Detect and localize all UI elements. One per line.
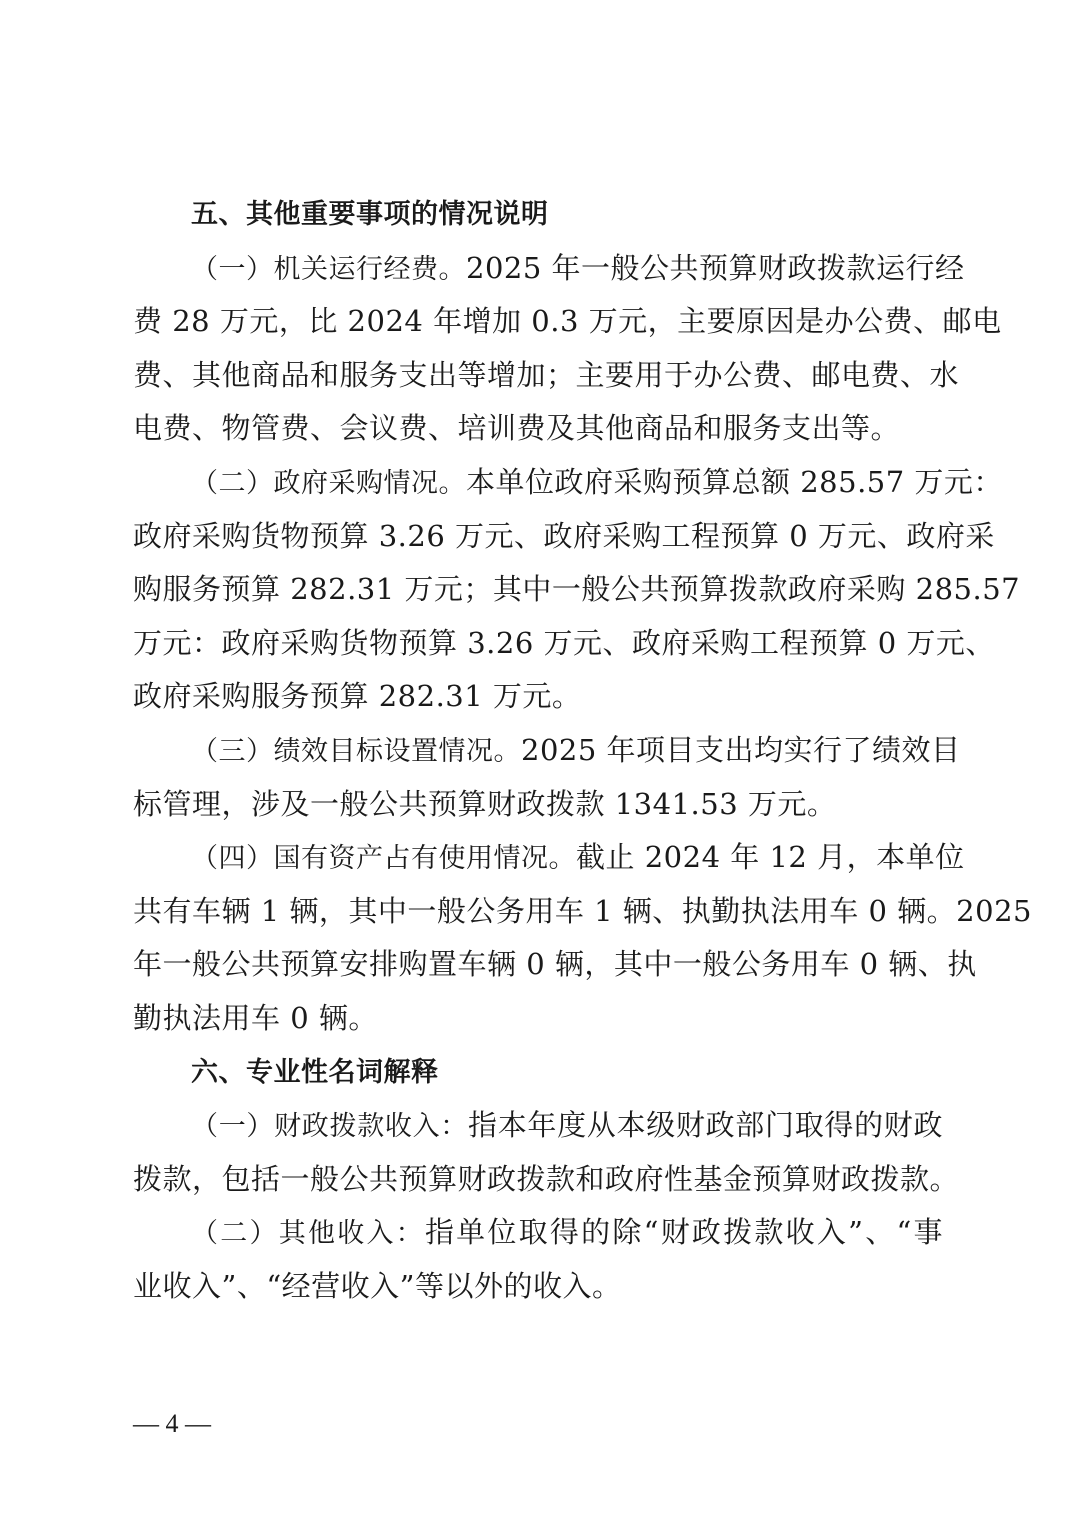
paragraph-other-income-line-2: 业收入”、“经营收入”等以外的收入。 xyxy=(133,1268,622,1303)
section-heading-6: 六、专业性名词解释 xyxy=(191,1056,439,1088)
paragraph-label: （二）其他收入： xyxy=(191,1218,425,1250)
paragraph-other-income-line-1 xyxy=(133,1206,943,1260)
paragraph-procurement-line-5: 政府采购服务预算 282.31 万元。 xyxy=(133,679,582,714)
paragraph-procurement-line-4: 万元：政府采购货物预算 3.26 万元、政府采购工程预算 0 万元、 xyxy=(133,625,995,660)
paragraph-assets-line-3: 年一般公共预算安排购置车辆 0 辆，其中一般公务用车 0 辆、执 xyxy=(133,947,977,982)
paragraph-assets-line-2: 共有车辆 1 辆，其中一般公务用车 1 辆、执勤执法用车 0 辆。2025 xyxy=(133,893,1032,928)
paragraph-procurement-line-2: 政府采购货物预算 3.26 万元、政府采购工程预算 0 万元、政府采 xyxy=(133,518,995,553)
page-body xyxy=(133,188,1032,1313)
paragraph-text: 截止 2024 年 12 月，本单位 xyxy=(576,840,965,875)
paragraph-assets-line-4: 勤执法用车 0 辆。 xyxy=(133,1000,378,1035)
paragraph-label: （一）财政拨款收入： xyxy=(191,1111,468,1143)
section-heading-5: 五、其他重要事项的情况说明 xyxy=(191,199,549,230)
paragraph-label: （一）机关运行经费。 xyxy=(191,253,466,285)
paragraph-text: 指本年度从本级财政部门取得的财政 xyxy=(468,1108,943,1143)
paragraph-text: 指单位取得的除“财政拨款收入”、“事 xyxy=(424,1215,944,1250)
paragraph-label: （四）国有资产占有使用情况。 xyxy=(191,843,576,875)
paragraph-text: 2025 年项目支出均实行了绩效目 xyxy=(521,732,961,767)
paragraph-fiscal-appropriation-line-1 xyxy=(133,1099,943,1153)
paragraph-procurement-line-3: 购服务预算 282.31 万元；其中一般公共预算拨款政府采购 285.57 xyxy=(133,572,1021,607)
paragraph-label: （三）绩效目标设置情况。 xyxy=(191,735,521,767)
page-number: — 4 — xyxy=(133,1409,211,1438)
paragraph-text: 本单位政府采购预算总额 285.57 万元： xyxy=(466,464,1003,499)
paragraph-fiscal-appropriation-line-2: 拨款，包括一般公共预算财政拨款和政府性基金预算财政拨款。 xyxy=(133,1161,960,1196)
paragraph-operating-costs-line-3: 费、其他商品和服务支出等增加；主要用于办公费、邮电费、水 xyxy=(133,357,960,392)
paragraph-label: （二）政府采购情况。 xyxy=(191,467,466,499)
paragraph-assets-line-1 xyxy=(133,831,965,885)
paragraph-operating-costs-line-1 xyxy=(133,242,965,296)
paragraph-operating-costs-line-4: 电费、物管费、会议费、培训费及其他商品和服务支出等。 xyxy=(133,411,901,446)
paragraph-text: 2025 年一般公共预算财政拨款运行经 xyxy=(466,250,965,285)
paragraph-operating-costs-line-2: 费 28 万元，比 2024 年增加 0.3 万元，主要原因是办公费、邮电 xyxy=(133,304,1002,339)
paragraph-procurement-line-1 xyxy=(133,456,1003,510)
paragraph-performance-line-2: 标管理，涉及一般公共预算财政拨款 1341.53 万元。 xyxy=(133,786,837,821)
paragraph-performance-line-1 xyxy=(133,724,961,778)
